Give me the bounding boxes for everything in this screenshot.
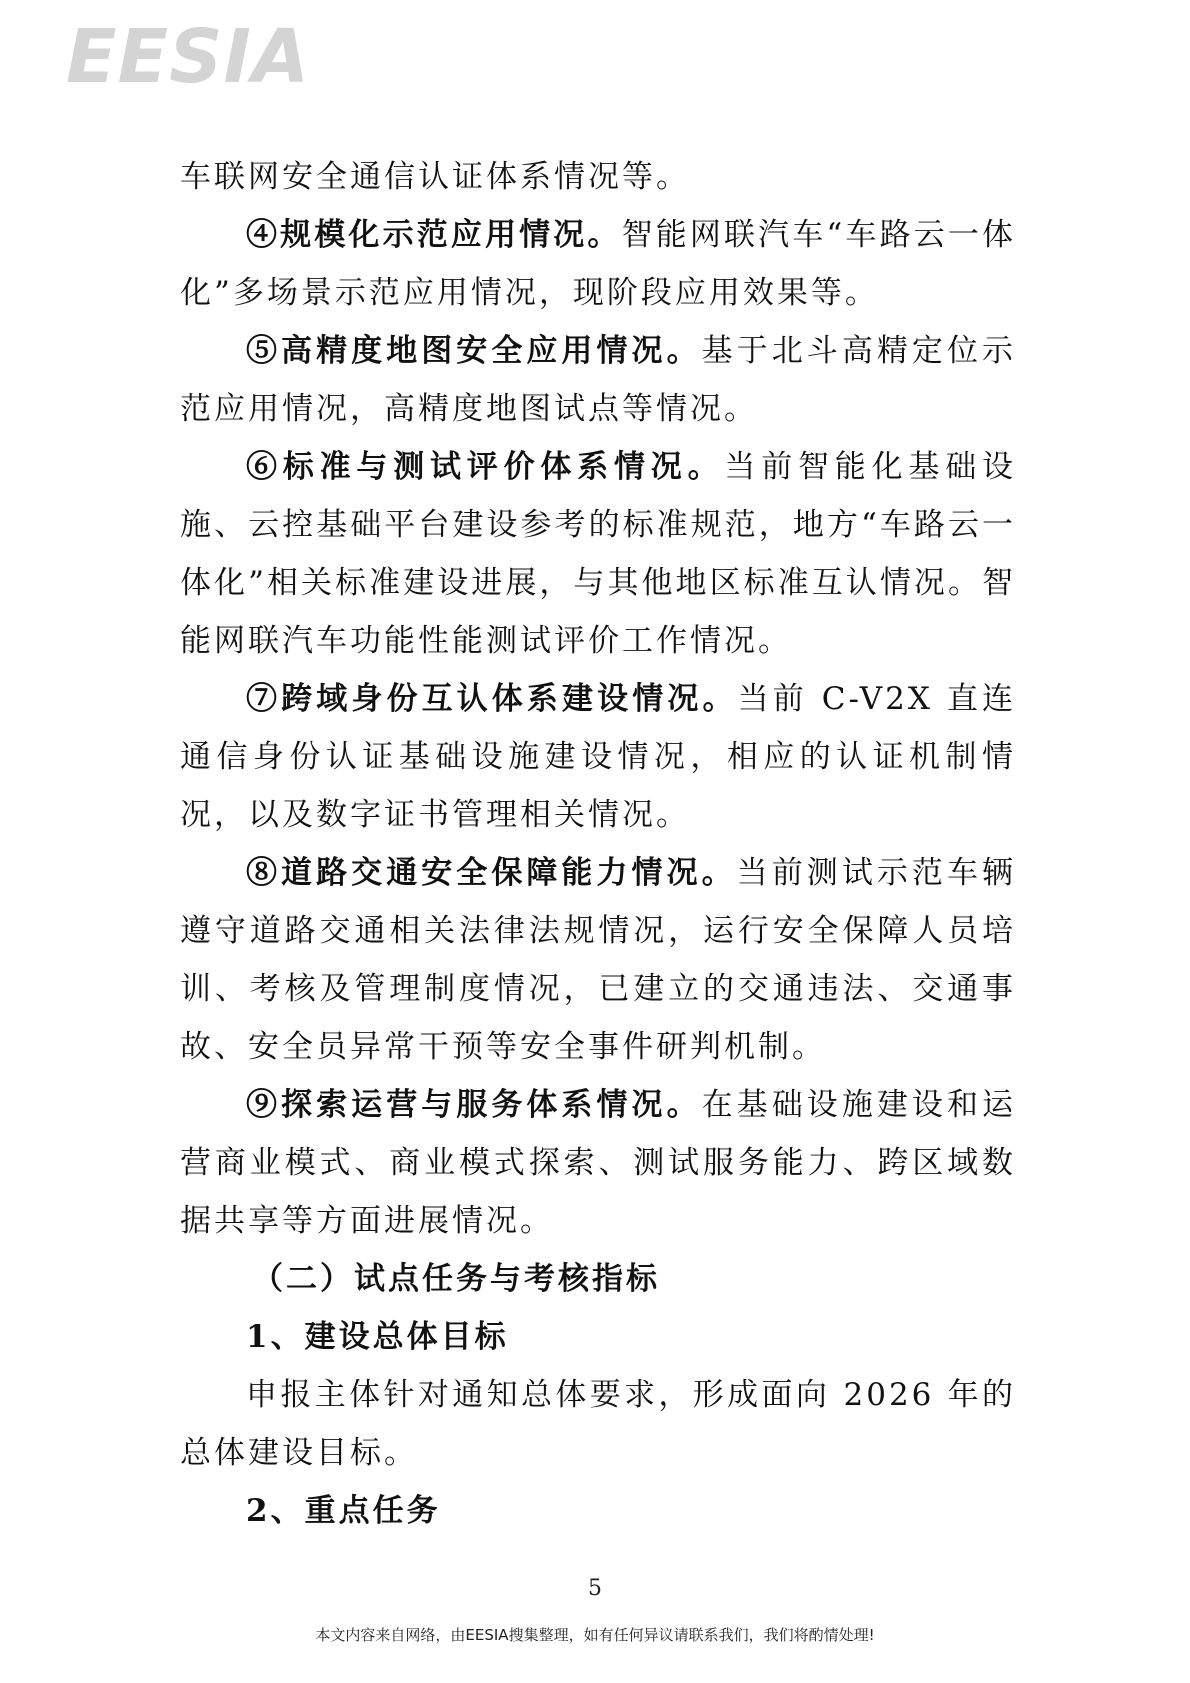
- paragraph-lead: ⑨探索运营与服务体系情况。: [246, 1087, 702, 1123]
- paragraph-item-5: [180, 322, 1016, 438]
- document-body: [180, 148, 1016, 1540]
- paragraph-body: 基于北斗高精定位示范应用情况，高精度地图试点等情况。: [180, 333, 1017, 427]
- section-heading: （二）试点任务与考核指标: [252, 1261, 660, 1297]
- paragraph-body: 智能网联汽车“车路云一体化”多场景示范应用情况，现阶段应用效果等。: [180, 217, 1016, 311]
- paragraph-body: 当前 C-V2X 直连通信身份认证基础设施建设情况，相应的认证机制情况，以及数字证书管理相关情况。: [180, 681, 1017, 833]
- paragraph-lead: ⑤高精度地图安全应用情况。: [246, 333, 702, 369]
- subheading-key-tasks: 2、重点任务: [246, 1493, 441, 1529]
- paragraph-lead: ④规模化示范应用情况。: [246, 217, 622, 253]
- paragraph-body: 当前测试示范车辆遵守道路交通相关法律法规情况，运行安全保障人员培训、考核及管理制度情况，已建立的交通违法、交通事故、安全员异常干预等安全事件研判机制。: [180, 855, 1017, 1065]
- paragraph-lead: ⑥标准与测试评价体系情况。: [246, 449, 725, 485]
- paragraph-item-7: [180, 670, 1016, 844]
- paragraph-body: 当前智能化基础设施、云控基础平台建设参考的标准规范，地方“车路云一体化”相关标准建设进展，与其他地区标准互认情况。智能网联汽车功能性能测试评价工作情况。: [180, 449, 1017, 659]
- paragraph-overall-goal: 申报主体针对通知总体要求，形成面向 2026 年的总体建设目标。: [180, 1377, 1016, 1471]
- paragraph-lead: ⑦跨域身份互认体系建设情况。: [246, 681, 738, 717]
- subheading-overall-goal: 1、建设总体目标: [246, 1319, 509, 1355]
- footer-disclaimer: 本文内容来自网络，由EESIA搜集整理，如有任何异议请联系我们，我们将酌情处理!: [315, 1626, 875, 1644]
- paragraph-lead: ⑧道路交通安全保障能力情况。: [246, 855, 737, 891]
- paragraph-item-9: [180, 1076, 1016, 1250]
- page-number: 5: [588, 1576, 602, 1601]
- paragraph-item-8: [180, 844, 1016, 1076]
- paragraph-item-4: [180, 206, 1016, 322]
- paragraph-body: 在基础设施建设和运营商业模式、商业模式探索、测试服务能力、跨区域数据共享等方面进展情况。: [180, 1087, 1017, 1239]
- eesia-logo: EESIA: [66, 14, 311, 100]
- paragraph-body: 车联网安全通信认证体系情况等。: [180, 159, 690, 195]
- paragraph-continuation: [180, 148, 1016, 206]
- paragraph-item-6: [180, 438, 1016, 670]
